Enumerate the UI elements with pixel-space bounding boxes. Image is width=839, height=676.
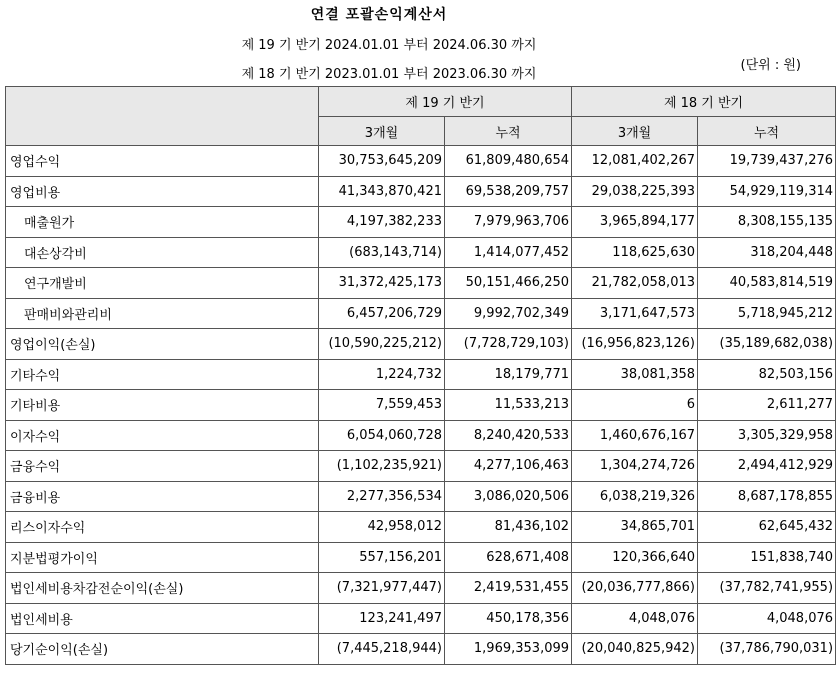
row-label: 매출원가 xyxy=(6,207,319,238)
header-current-period: 제 19 기 반기 xyxy=(319,87,572,117)
current-cumulative-value: (7,728,729,103) xyxy=(445,329,572,360)
table-row xyxy=(6,420,836,451)
current-3m-value: 30,753,645,209 xyxy=(319,146,445,177)
period-prior: 제 18 기 반기 2023.01.01 부터 2023.06.30 까지 xyxy=(241,67,537,82)
table-row xyxy=(6,146,836,177)
prior-cumulative-value: 8,687,178,855 xyxy=(698,481,836,512)
table-body xyxy=(6,146,836,665)
current-3m-value: (7,445,218,944) xyxy=(319,634,445,665)
prior-3m-value: (16,956,823,126) xyxy=(572,329,698,360)
current-cumulative-value: 4,277,106,463 xyxy=(445,451,572,482)
header-prior-3m: 3개월 xyxy=(572,117,698,146)
prior-3m-value: 38,081,358 xyxy=(572,359,698,390)
table-row xyxy=(6,268,836,299)
current-3m-value: 4,197,382,233 xyxy=(319,207,445,238)
row-label: 연구개발비 xyxy=(6,268,319,299)
current-cumulative-value: 18,179,771 xyxy=(445,359,572,390)
row-label: 판매비와관리비 xyxy=(6,298,319,329)
row-label: 기타수익 xyxy=(6,359,319,390)
prior-cumulative-value: (37,782,741,955) xyxy=(698,573,836,604)
current-3m-value: (10,590,225,212) xyxy=(319,329,445,360)
row-label: 영업비용 xyxy=(6,176,319,207)
current-3m-value: (683,143,714) xyxy=(319,237,445,268)
current-cumulative-value: 69,538,209,757 xyxy=(445,176,572,207)
table-row xyxy=(6,298,836,329)
prior-3m-value: 120,366,640 xyxy=(572,542,698,573)
header-corner xyxy=(6,87,319,146)
table-row xyxy=(6,603,836,634)
table-row xyxy=(6,207,836,238)
row-label: 리스이자수익 xyxy=(6,512,319,543)
current-cumulative-value: 11,533,213 xyxy=(445,390,572,421)
current-3m-value: 42,958,012 xyxy=(319,512,445,543)
prior-cumulative-value: 19,739,437,276 xyxy=(698,146,836,177)
row-label: 법인세비용 xyxy=(6,603,319,634)
row-label: 당기순이익(손실) xyxy=(6,634,319,665)
table-row xyxy=(6,451,836,482)
current-3m-value: 557,156,201 xyxy=(319,542,445,573)
prior-cumulative-value: 151,838,740 xyxy=(698,542,836,573)
prior-3m-value: 3,965,894,177 xyxy=(572,207,698,238)
row-label: 금융비용 xyxy=(6,481,319,512)
table-row xyxy=(6,481,836,512)
prior-cumulative-value: (37,786,790,031) xyxy=(698,634,836,665)
current-3m-value: 6,457,206,729 xyxy=(319,298,445,329)
current-cumulative-value: 7,979,963,706 xyxy=(445,207,572,238)
row-label: 법인세비용차감전순이익(손실) xyxy=(6,573,319,604)
current-3m-value: (7,321,977,447) xyxy=(319,573,445,604)
prior-3m-value: 118,625,630 xyxy=(572,237,698,268)
statement-title: 연결 포괄손익계산서 xyxy=(310,7,448,23)
row-label: 기타비용 xyxy=(6,390,319,421)
prior-cumulative-value: 62,645,432 xyxy=(698,512,836,543)
prior-cumulative-value: 54,929,119,314 xyxy=(698,176,836,207)
current-cumulative-value: 8,240,420,533 xyxy=(445,420,572,451)
prior-3m-value: 1,304,274,726 xyxy=(572,451,698,482)
prior-3m-value: 6 xyxy=(572,390,698,421)
unit-label: (단위 : 원) xyxy=(740,58,801,73)
table-row xyxy=(6,390,836,421)
row-label: 금융수익 xyxy=(6,451,319,482)
table-row xyxy=(6,329,836,360)
row-label: 지분법평가이익 xyxy=(6,542,319,573)
row-label: 이자수익 xyxy=(6,420,319,451)
prior-3m-value: 1,460,676,167 xyxy=(572,420,698,451)
table-row xyxy=(6,512,836,543)
prior-3m-value: 4,048,076 xyxy=(572,603,698,634)
table-row xyxy=(6,542,836,573)
current-3m-value: 2,277,356,534 xyxy=(319,481,445,512)
prior-3m-value: 6,038,219,326 xyxy=(572,481,698,512)
current-cumulative-value: 9,992,702,349 xyxy=(445,298,572,329)
header-prior-cumulative: 누적 xyxy=(698,117,836,146)
prior-cumulative-value: 4,048,076 xyxy=(698,603,836,634)
current-3m-value: 1,224,732 xyxy=(319,359,445,390)
current-cumulative-value: 81,436,102 xyxy=(445,512,572,543)
prior-cumulative-value: 5,718,945,212 xyxy=(698,298,836,329)
prior-cumulative-value: 3,305,329,958 xyxy=(698,420,836,451)
prior-3m-value: 12,081,402,267 xyxy=(572,146,698,177)
table-row xyxy=(6,359,836,390)
current-3m-value: 123,241,497 xyxy=(319,603,445,634)
prior-cumulative-value: (35,189,682,038) xyxy=(698,329,836,360)
prior-cumulative-value: 8,308,155,135 xyxy=(698,207,836,238)
prior-3m-value: 3,171,647,573 xyxy=(572,298,698,329)
current-cumulative-value: 1,969,353,099 xyxy=(445,634,572,665)
table-row xyxy=(6,634,836,665)
row-label: 영업이익(손실) xyxy=(6,329,319,360)
row-label: 영업수익 xyxy=(6,146,319,177)
current-3m-value: 41,343,870,421 xyxy=(319,176,445,207)
prior-3m-value: 34,865,701 xyxy=(572,512,698,543)
prior-cumulative-value: 40,583,814,519 xyxy=(698,268,836,299)
prior-3m-value: (20,036,777,866) xyxy=(572,573,698,604)
row-label: 대손상각비 xyxy=(6,237,319,268)
current-cumulative-value: 2,419,531,455 xyxy=(445,573,572,604)
current-cumulative-value: 1,414,077,452 xyxy=(445,237,572,268)
prior-cumulative-value: 2,494,412,929 xyxy=(698,451,836,482)
prior-cumulative-value: 2,611,277 xyxy=(698,390,836,421)
current-cumulative-value: 61,809,480,654 xyxy=(445,146,572,177)
table-row xyxy=(6,176,836,207)
header-row-periods xyxy=(6,87,836,117)
current-cumulative-value: 3,086,020,506 xyxy=(445,481,572,512)
table-row xyxy=(6,237,836,268)
current-3m-value: 31,372,425,173 xyxy=(319,268,445,299)
header-prior-period: 제 18 기 반기 xyxy=(572,87,836,117)
table-row xyxy=(6,573,836,604)
prior-cumulative-value: 82,503,156 xyxy=(698,359,836,390)
current-3m-value: 7,559,453 xyxy=(319,390,445,421)
header-current-cumulative: 누적 xyxy=(445,117,572,146)
current-3m-value: (1,102,235,921) xyxy=(319,451,445,482)
current-cumulative-value: 50,151,466,250 xyxy=(445,268,572,299)
prior-3m-value: (20,040,825,942) xyxy=(572,634,698,665)
current-cumulative-value: 628,671,408 xyxy=(445,542,572,573)
period-current: 제 19 기 반기 2024.01.01 부터 2024.06.30 까지 xyxy=(241,38,537,53)
prior-cumulative-value: 318,204,448 xyxy=(698,237,836,268)
income-statement-table xyxy=(5,86,836,665)
prior-3m-value: 21,782,058,013 xyxy=(572,268,698,299)
header-current-3m: 3개월 xyxy=(319,117,445,146)
prior-3m-value: 29,038,225,393 xyxy=(572,176,698,207)
current-3m-value: 6,054,060,728 xyxy=(319,420,445,451)
current-cumulative-value: 450,178,356 xyxy=(445,603,572,634)
